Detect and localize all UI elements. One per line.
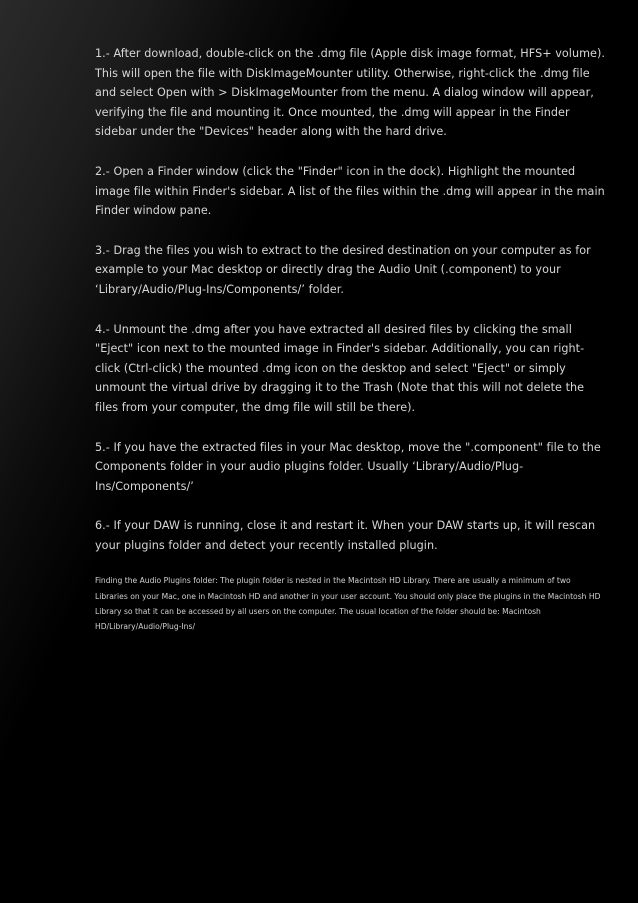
step-1-paragraph: 1.- After download, double-click on the .dmg file (Apple disk image format, HFS+ volume). This will open the file with DiskImageMounter utility. Otherwise, right-click the .dmg file and select Open with > DiskImageMounter from the menu. A dialog window will appear, verifying the file and mounting it. Once mounted, the .dmg will appear in the Finder sidebar under the "Devices" header along with the hard drive.: [95, 47, 606, 139]
step-3-paragraph: 3.- Drag the files you wish to extract to the desired destination on your computer as for example to your Mac desktop or directly drag the Audio Unit (.component) to your ‘Library/Audio/Plug-Ins/Components/’ folder.: [95, 243, 591, 296]
document-body: [95, 44, 605, 642]
step-2-paragraph: 2.- Open a Finder window (click the "Finder" icon in the dock). Highlight the mounted image file within Finder's sidebar. A list of the files within the .dmg will appear in the main Finder window pane.: [95, 164, 605, 218]
step-4-paragraph: 4.- Unmount the .dmg after you have extracted all desired files by clicking the small "Eject" icon next to the mounted image in Finder's sidebar. Additionally, you can right-click (Ctrl-click) the mounted .dmg icon on the desktop and select "Eject" or simply unmount the virtual drive by dragging it to the Trash (Note that this will not delete the files from your computer, the dmg file will still be there).: [95, 322, 585, 414]
step-6-paragraph: 6.- If your DAW is running, close it and restart it. When your DAW starts up, it will rescan your plugins folder and detect your recently installed plugin.: [95, 519, 596, 552]
plugin-folder-note: Finding the Audio Plugins folder: The plugin folder is nested in the Macintosh HD Library. There are usually a minimum of two Libraries on your Mac, one in Macintosh HD and another in your user account. You should only place the plugins in the Macintosh HD Library so that it can be accessed by all users on the computer. The usual location of the folder should be: Macintosh HD/Library/Audio/Plug-Ins/: [95, 576, 601, 632]
step-5-paragraph: 5.- If you have the extracted files in your Mac desktop, move the ".component" file to the Components folder in your audio plugins folder. Usually ‘Library/Audio/Plug-Ins/Components/’: [95, 440, 601, 493]
